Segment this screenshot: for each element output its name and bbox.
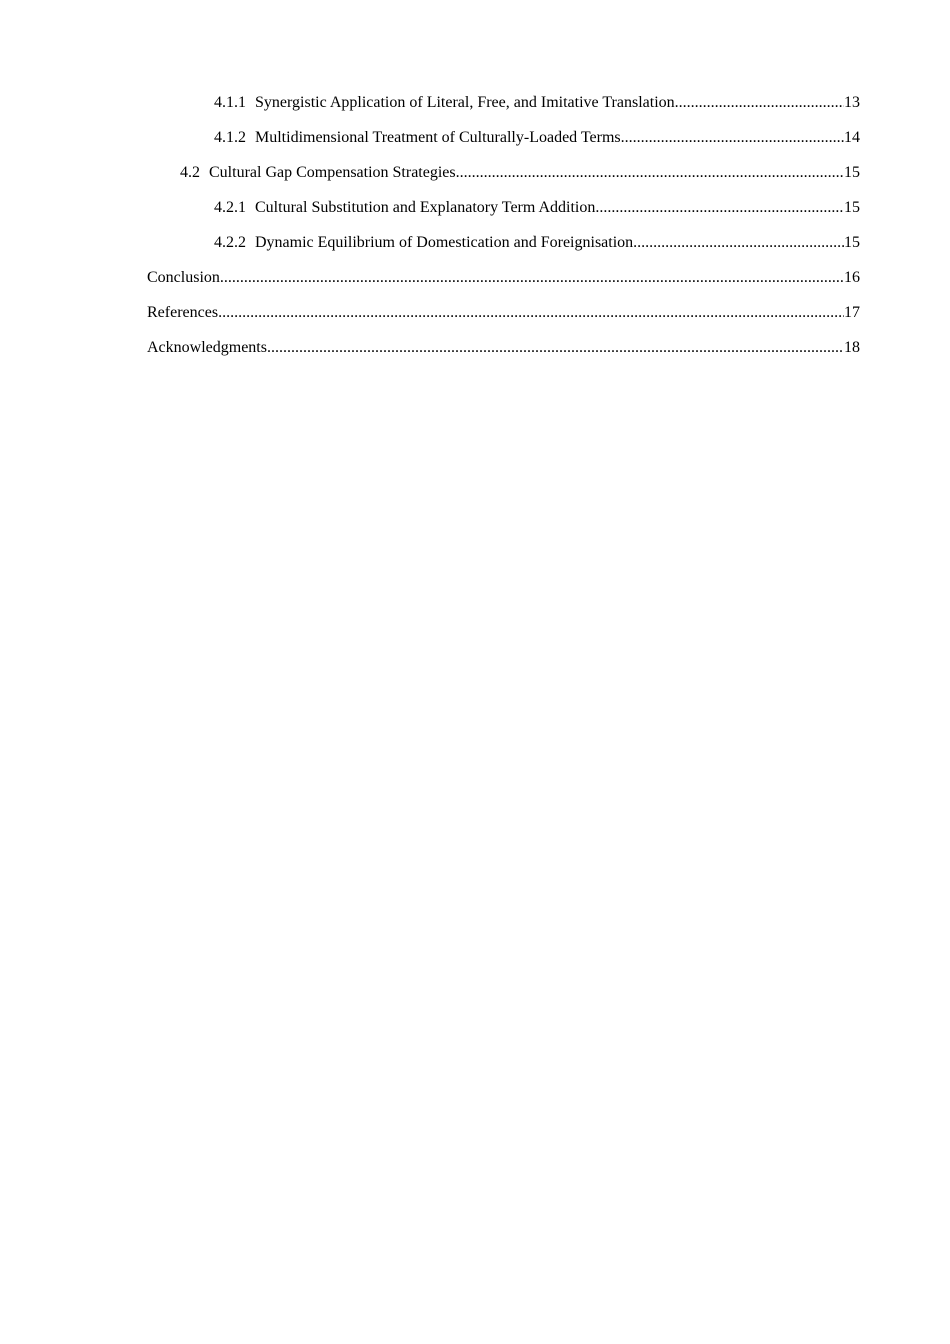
toc-dot-leader: [621, 126, 844, 150]
toc-entry-conclusion[interactable]: [147, 266, 860, 301]
toc-entry-page-number: 15: [844, 199, 860, 216]
toc-dot-leader: [218, 301, 844, 325]
toc-entry-number: 4.2.1: [214, 199, 246, 216]
toc-entry-4-2[interactable]: [147, 161, 860, 196]
toc-entry-page-number: 16: [844, 269, 860, 286]
toc-entry-title: Cultural Substitution and Explanatory Term Addition: [255, 199, 596, 216]
toc-entry-page-number: 14: [844, 129, 860, 146]
toc-dot-leader: [675, 91, 844, 115]
toc-entry-page-number: 15: [844, 234, 860, 251]
toc-entry-title: Multidimensional Treatment of Culturally-Loaded Terms: [255, 129, 621, 146]
toc-dot-leader: [595, 196, 844, 220]
toc-entry-number: 4.1.1: [214, 94, 246, 111]
toc-entry-title: Conclusion: [147, 269, 220, 286]
toc-entry-number: 4.2: [180, 164, 200, 181]
toc-dot-leader: [267, 336, 844, 360]
toc-entry-references[interactable]: [147, 301, 860, 336]
toc-entry-4-2-2[interactable]: [147, 231, 860, 266]
toc-entry-page-number: 17: [844, 304, 860, 321]
table-of-contents: [147, 91, 860, 371]
toc-entry-acknowledgments[interactable]: [147, 336, 860, 371]
toc-entry-title: Acknowledgments: [147, 339, 267, 356]
toc-entry-4-2-1[interactable]: [147, 196, 860, 231]
toc-entry-number: 4.2.2: [214, 234, 246, 251]
toc-entry-number: 4.1.2: [214, 129, 246, 146]
toc-entry-title: References: [147, 304, 219, 321]
toc-dot-leader: [220, 266, 844, 290]
toc-entry-4-1-1[interactable]: [147, 91, 860, 126]
toc-entry-title: Synergistic Application of Literal, Free, and Imitative Translation: [255, 94, 675, 111]
toc-dot-leader: [456, 161, 844, 185]
toc-entry-4-1-2[interactable]: [147, 126, 860, 161]
toc-dot-leader: [633, 231, 844, 255]
toc-entry-page-number: 13: [844, 94, 860, 111]
toc-entry-title: Cultural Gap Compensation Strategies: [209, 164, 456, 181]
toc-entry-title: Dynamic Equilibrium of Domestication and Foreignisation: [255, 234, 634, 251]
toc-entry-page-number: 15: [844, 164, 860, 181]
toc-entry-page-number: 18: [844, 339, 860, 356]
